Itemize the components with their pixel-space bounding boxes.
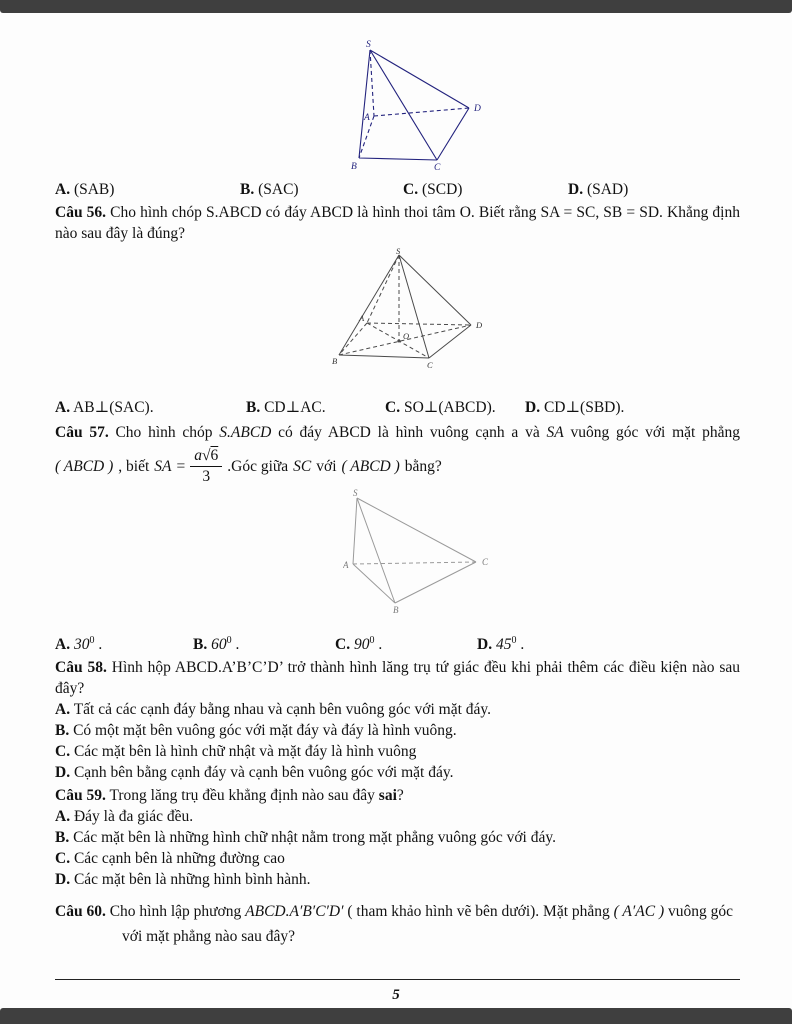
- answer-row-q57: [55, 630, 740, 655]
- option-d: [477, 630, 740, 655]
- question-body: ( tham khảo hình vẽ bên dưới). Mặt phẳng: [347, 903, 610, 921]
- vertex-label-a: A: [363, 113, 370, 123]
- math-token: a: [194, 446, 202, 464]
- vertex-label-c: C: [433, 163, 440, 171]
- question-body: Cho hình chóp: [115, 424, 213, 441]
- option-label: B.: [246, 399, 261, 416]
- option-label: C.: [403, 181, 419, 198]
- option-label: B.: [240, 181, 255, 198]
- question-60-line1: [55, 900, 740, 923]
- vertex-label-d: D: [475, 320, 482, 330]
- option-label: B.: [193, 636, 208, 654]
- emphasized-word: sai: [378, 787, 397, 805]
- option-text: (SCD): [421, 181, 463, 198]
- option-text: Các mặt bên là hình chữ nhật và mặt đáy là hình vuông: [73, 743, 417, 761]
- vertex-label-a: A: [358, 313, 364, 323]
- option-value: 45: [495, 636, 512, 654]
- q58-option-d: [55, 762, 740, 783]
- vertex-label-b: B: [392, 605, 398, 614]
- fraction-numerator: [190, 447, 222, 467]
- question-body: Cho hình lập phương: [109, 903, 242, 921]
- vertex-label-a: A: [342, 560, 348, 570]
- scan-edge-bottom: [0, 1008, 792, 1024]
- option-tail: .: [94, 636, 103, 654]
- option-label: D.: [55, 764, 71, 782]
- vertex-label-s: S: [365, 40, 371, 50]
- question-body: Hình hộp ABCD.A’B’C’D’ trở thành hình lăng trụ tứ giác đều khi phải thêm các điều kiện nào sau đây?: [55, 659, 740, 698]
- scan-edge-top: [0, 0, 792, 13]
- option-text: Có một mặt bên vuông góc với mặt đáy và đáy là hình vuông.: [73, 722, 457, 740]
- fraction-sa-value: [190, 447, 222, 486]
- text-token: .Góc giữa: [227, 457, 289, 475]
- option-text: Cạnh bên bằng cạnh đáy và cạnh bên vuông góc với mặt đáy.: [73, 764, 454, 782]
- question-body: Cho hình chóp S.ABCD có đáy ABCD là hình thoi tâm O. Biết rằng SA = SC, SB = SD. Khẳng định nào sau đây là đúng?: [55, 204, 740, 242]
- question-body: vuông góc với mặt phẳng: [570, 424, 740, 441]
- option-label: A.: [55, 808, 71, 826]
- option-text: CD⊥(SBD).: [543, 399, 625, 416]
- question-number: Câu 57.: [55, 424, 109, 441]
- option-label: A.: [55, 636, 71, 654]
- question-body: với mặt phẳng nào sau đây?: [122, 928, 296, 946]
- option-label: D.: [55, 871, 71, 889]
- option-label: A.: [55, 181, 71, 198]
- option-label: D.: [477, 636, 493, 654]
- center-label-o: O: [402, 331, 409, 341]
- question-60-line2: [55, 926, 740, 948]
- radical-sign: √: [201, 446, 211, 464]
- pyramid-figure-q55: [347, 38, 487, 171]
- math-token: S.ABCD: [219, 424, 272, 441]
- option-text: (SAB): [73, 181, 115, 198]
- answer-row-q56: [55, 397, 740, 418]
- option-text: Các mặt bên là những hình chữ nhật nằm trong mặt phẳng vuông góc với đáy.: [73, 829, 556, 847]
- question-59-text: [55, 785, 740, 806]
- option-label: C.: [385, 399, 401, 416]
- option-tail: .: [516, 636, 525, 654]
- vertex-label-d: D: [473, 104, 481, 114]
- q58-option-a: [55, 699, 740, 720]
- q59-option-b: [55, 827, 740, 848]
- math-token: ABCD.A′B′C′D′: [245, 903, 344, 921]
- option-text: SO⊥(ABCD).: [403, 399, 496, 416]
- option-c: [385, 397, 525, 418]
- question-number: Câu 60.: [55, 903, 106, 921]
- footer-rule: [55, 979, 740, 980]
- page-number: 5: [392, 987, 400, 1003]
- question-body: có đáy ABCD là hình vuông cạnh a và: [278, 424, 540, 441]
- vertex-label-c: C: [426, 360, 433, 369]
- degree-sup: 0: [369, 635, 375, 646]
- question-57-formula: [55, 446, 740, 486]
- pyramid-figure-q56: [329, 247, 489, 369]
- radicand: 6: [210, 446, 219, 464]
- math-token: ( A′AC ): [613, 903, 665, 921]
- text-token: bằng?: [404, 457, 442, 475]
- option-text: Đáy là đa giác đều.: [73, 808, 194, 826]
- vertex-label-s: S: [395, 247, 400, 256]
- equals-sign: =: [176, 457, 186, 475]
- option-label: A.: [55, 701, 71, 719]
- option-c: [403, 179, 568, 200]
- question-body: Trong lăng trụ đều khẳng định nào sau đây: [109, 787, 375, 805]
- option-a: [55, 179, 240, 200]
- option-d: [525, 397, 740, 418]
- option-label: C.: [335, 636, 351, 654]
- pyramid-figure-q57: [343, 488, 493, 614]
- vertex-label-s: S: [352, 488, 357, 498]
- option-b: [193, 630, 335, 655]
- option-value: 30: [73, 636, 90, 654]
- option-b: [240, 179, 403, 200]
- question-58-text: [55, 657, 740, 699]
- figure-wrap-q55: [55, 38, 740, 171]
- degree-sup: 0: [89, 635, 95, 646]
- fraction-denominator: 3: [202, 467, 211, 485]
- question-body: vuông góc: [668, 903, 734, 921]
- option-label: D.: [525, 399, 541, 416]
- degree-sup: 0: [511, 635, 517, 646]
- math-token: ( ABCD ): [55, 457, 114, 475]
- option-label: B.: [55, 829, 70, 847]
- option-label: C.: [55, 850, 71, 868]
- math-token: SA: [154, 457, 172, 475]
- option-text: Các mặt bên là những hình bình hành.: [73, 871, 311, 889]
- option-tail: .: [231, 636, 240, 654]
- option-text: CD⊥AC.: [264, 399, 326, 416]
- figure-wrap-q57: [55, 488, 740, 614]
- option-d: [568, 179, 740, 200]
- page-content: [55, 13, 740, 948]
- option-label: D.: [568, 181, 584, 198]
- question-56-text: [55, 202, 740, 244]
- figure-wrap-q56: [55, 247, 740, 369]
- option-text: Các cạnh bên là những đường cao: [73, 850, 285, 868]
- question-mark: ?: [396, 787, 404, 805]
- vertex-label-c: C: [481, 557, 488, 567]
- option-label: A.: [55, 399, 71, 416]
- question-number: Câu 59.: [55, 787, 106, 805]
- option-a: [55, 630, 193, 655]
- option-label: B.: [55, 722, 70, 740]
- q59-option-c: [55, 848, 740, 869]
- option-b: [246, 397, 385, 418]
- option-text: (SAC): [258, 181, 299, 198]
- math-token: SA: [546, 424, 564, 441]
- option-tail: .: [374, 636, 383, 654]
- vertex-label-b: B: [331, 356, 337, 366]
- option-c: [335, 630, 477, 655]
- question-number: Câu 56.: [55, 204, 107, 221]
- vertex-label-b: B: [350, 162, 357, 171]
- option-value: 90: [353, 636, 370, 654]
- math-token: SC: [293, 457, 312, 475]
- q58-option-c: [55, 741, 740, 762]
- option-text: (SAD): [586, 181, 629, 198]
- degree-sup: 0: [226, 635, 232, 646]
- q58-option-b: [55, 720, 740, 741]
- option-value: 60: [211, 636, 227, 654]
- text-token: , biết: [118, 457, 150, 475]
- q59-option-d: [55, 869, 740, 890]
- question-number: Câu 58.: [55, 659, 107, 677]
- option-text: AB⊥(SAC).: [73, 399, 154, 416]
- option-text: Tất cả các cạnh đáy bằng nhau và cạnh bên vuông góc với mặt đáy.: [73, 701, 492, 719]
- option-label: C.: [55, 743, 71, 761]
- question-57-line1: [55, 422, 740, 443]
- text-token: với: [316, 457, 337, 475]
- answer-row-q55: [55, 179, 740, 200]
- q59-option-a: [55, 806, 740, 827]
- math-token: ( ABCD ): [341, 457, 400, 475]
- option-a: [55, 397, 246, 418]
